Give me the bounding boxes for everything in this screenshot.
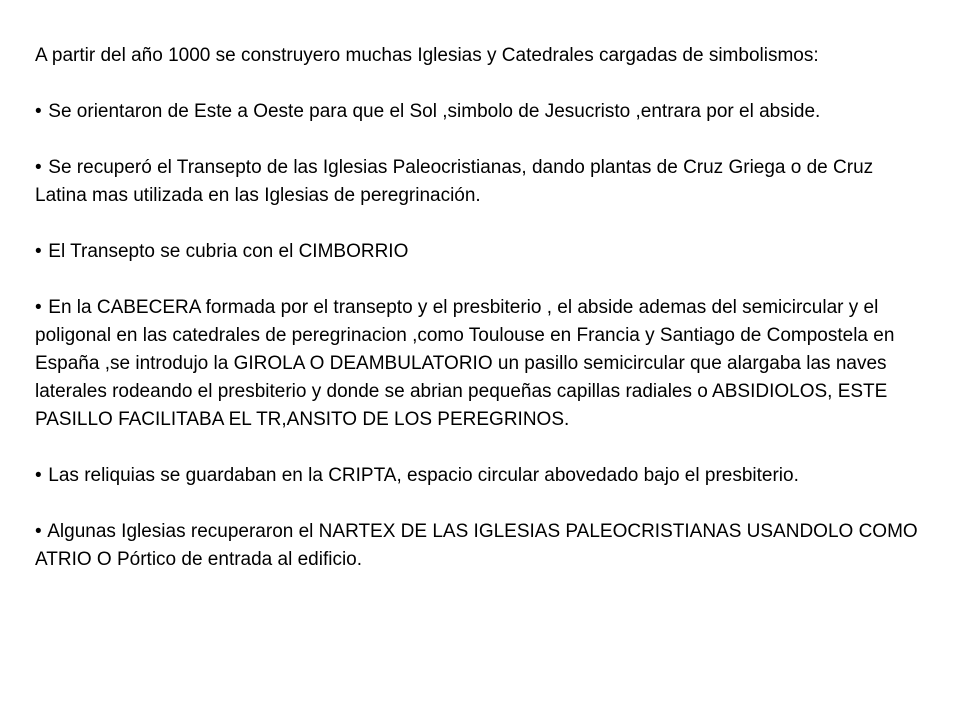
bullet-text: Se recuperó el Transepto de las Iglesias Paleocristianas, dando plantas de Cruz Griega o de Cruz Latina mas utilizada en las Iglesias de peregrinación. bbox=[35, 157, 874, 206]
intro-paragraph: A partir del año 1000 se construyero muchas Iglesias y Catedrales cargadas de simbolismos: bbox=[35, 45, 819, 66]
bullet-icon: • bbox=[35, 101, 42, 122]
bullet-icon: • bbox=[35, 297, 42, 318]
bullet-text: Se orientaron de Este a Oeste para que el Sol ,simbolo de Jesucristo ,entrara por el abside. bbox=[48, 101, 821, 122]
bullet-icon: • bbox=[35, 465, 42, 486]
bullet-icon: • bbox=[35, 157, 42, 178]
bullet-item bbox=[35, 238, 920, 266]
bullet-icon: • bbox=[35, 521, 42, 542]
bullet-text: Las reliquias se guardaban en la CRIPTA, espacio circular abovedado bajo el presbiterio. bbox=[48, 465, 799, 486]
bullet-text: Algunas Iglesias recuperaron el NARTEX DE LAS IGLESIAS PALEOCRISTIANAS USANDOLO COMO ATRIO O Pórtico de entrada al edificio. bbox=[35, 521, 918, 570]
bullet-item bbox=[35, 98, 920, 126]
bullet-item bbox=[35, 518, 920, 574]
slide-text-body bbox=[35, 42, 920, 602]
bullet-item bbox=[35, 462, 920, 490]
bullet-item bbox=[35, 294, 920, 434]
bullet-text: El Transepto se cubria con el CIMBORRIO bbox=[48, 241, 409, 262]
bullet-item bbox=[35, 154, 920, 210]
bullet-icon: • bbox=[35, 241, 42, 262]
bullet-text: En la CABECERA formada por el transepto y el presbiterio , el abside ademas del semicircular y el poligonal en las catedrales de peregrinacion ,como Toulouse en Francia y Santiago de Compostela en España ,se introdujo la GIROLA O DEAMBULATORIO un pasillo semicircular que alargaba las naves laterales rodeando el presbiterio y donde se abrian pequeñas capillas radiales o ABSIDIOLOS, ESTE PASILLO FACILITABA EL TR,ANSITO DE LOS PEREGRINOS. bbox=[35, 297, 895, 430]
